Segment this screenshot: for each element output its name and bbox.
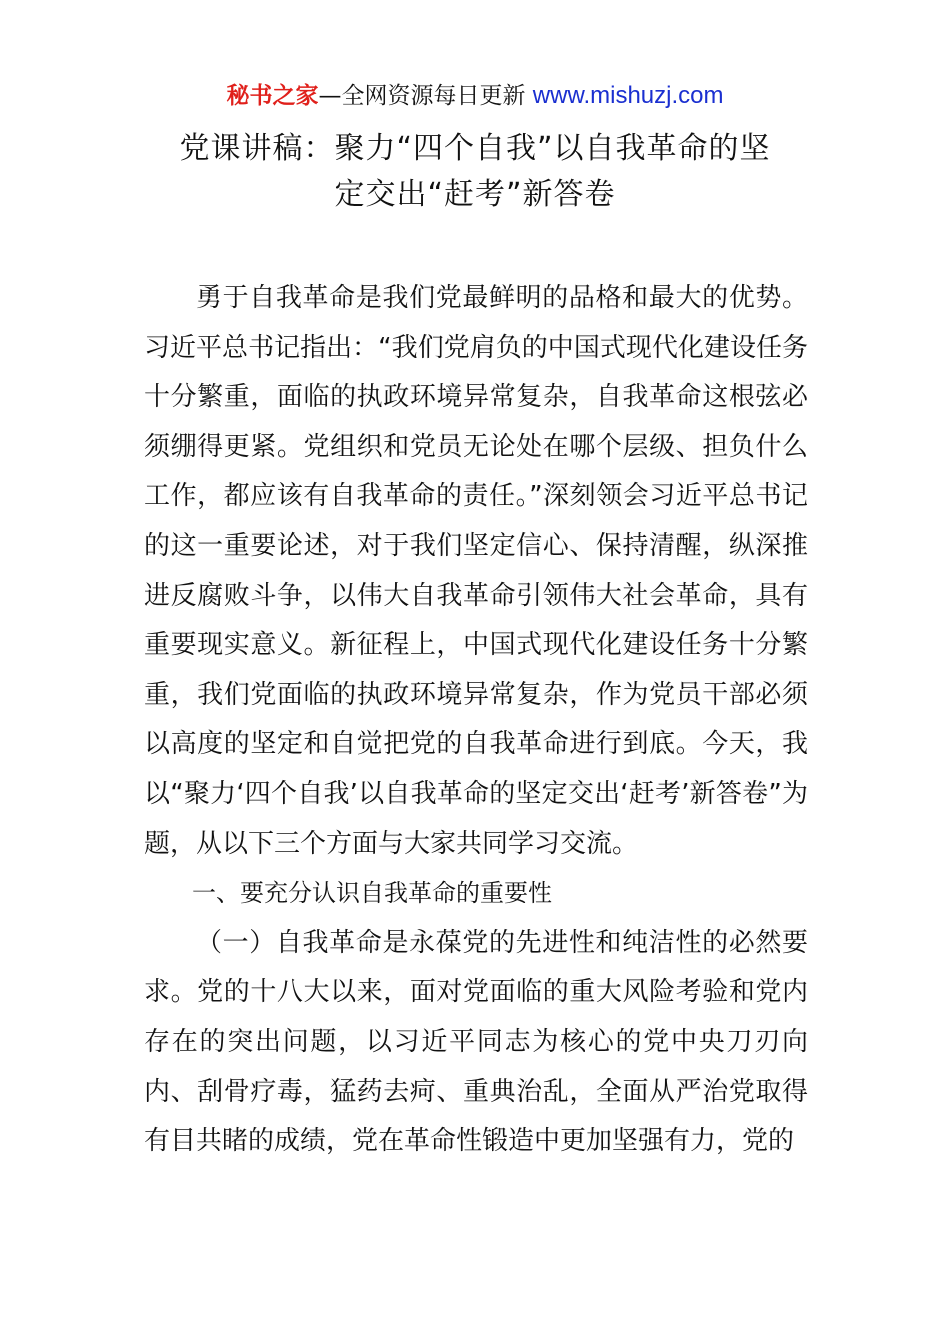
document-title-line-2: 定交出“赶考”新答卷 <box>334 177 616 212</box>
document-title <box>120 126 830 218</box>
body-paragraph-intro: 勇于自我革命是我们党最鲜明的品格和最大的优势。习近平总书记指出：“我们党肩负的中国式现代化建设任务十分繁重，面临的执政环境异常复杂，自我革命这根弦必须绷得更紧。党组织和党员无论处在哪个层级、担负什么工作，都应该有自我革命的责任。”深刻领会习近平总书记的这一重要论述，对于我们坚定信心、保持清醒，纵深推进反腐败斗争，以伟大自我革命引领伟大社会革命，具有重要现实意义。新征程上，中国式现代化建设任务十分繁重，我们党面临的执政环境异常复杂，作为党员干部必须以高度的坚定和自觉把党的自我革命进行到底。今天，我以“聚力‘四个自我’以自我革命的坚定交出‘赶考’新答卷”为题，从以下三个方面与大家共同学习交流。 <box>144 283 808 859</box>
site-url-link[interactable]: www.mishuzj.com <box>532 82 724 109</box>
section-heading-1: 一、要充分认识自我革命的重要性 <box>192 879 552 908</box>
site-brand: 秘书之家 <box>226 83 319 109</box>
site-tagline: —全网资源每日更新 <box>318 83 533 109</box>
body-paragraph-subsection-1: （一）自我革命是永葆党的先进性和纯洁性的必然要求。党的十八大以来，面对党面临的重大风险考验和党内存在的突出问题，以习近平同志为核心的党中央刀刃向内、刮骨疗毒，猛药去疴、重典治乱，全面从严治党取得有目共睹的成绩，党在革命性锻造中更加坚强有力，党的 <box>144 927 808 1157</box>
document-body <box>144 274 808 1167</box>
site-header <box>0 80 950 112</box>
document-title-line-1: 党课讲稿：聚力“四个自我”以自我革命的坚 <box>179 131 771 166</box>
